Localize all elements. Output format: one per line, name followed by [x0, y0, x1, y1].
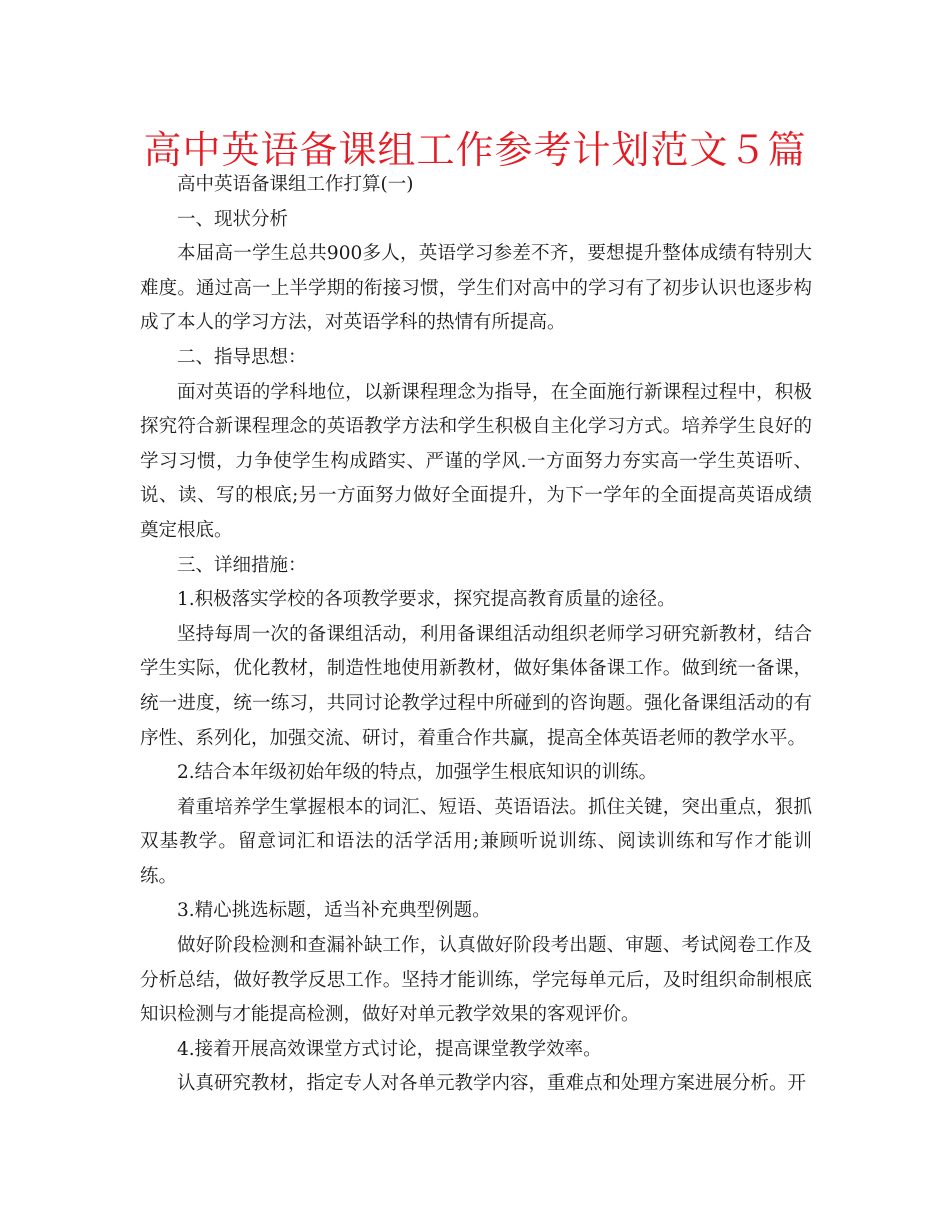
paragraph-measure-2: 着重培养学生掌握根本的词汇、短语、英语语法。抓住关键，突出重点，狠抓双基教学。留意词汇和语法的活学活用;兼顾听说训练、阅读训练和写作才能训练。 — [140, 796, 812, 887]
paragraph-current-situation: 本届高一学生总共900多人，英语学习参差不齐，要想提升整体成绩有特别大难度。通过高一上半学期的衔接习惯，学生们对高中的学习有了初步认识也逐步构成了本人的学习方法，对英语学科的热情有所提高。 — [140, 243, 812, 334]
document-body — [140, 168, 812, 1102]
measure-item-2: 2.结合本年级初始年级的特点，加强学生根底知识的训练。 — [177, 762, 658, 784]
heading-specific-measures: 三、详细措施： — [177, 554, 307, 576]
heading-guiding-ideas: 二、指导思想： — [177, 346, 307, 368]
measure-item-4: 4.接着开展高效课堂方式讨论，提高课堂教学效率。 — [177, 1038, 602, 1060]
measure-item-1: 1.积极落实学校的各项教学要求，探究提高教育质量的途径。 — [177, 589, 676, 611]
section-subtitle: 高中英语备课组工作打算(一) — [177, 174, 414, 195]
document-title: 高中英语备课组工作参考计划范文５篇 — [143, 128, 807, 172]
measure-item-3: 3.精心挑选标题，适当补充典型例题。 — [177, 900, 491, 922]
paragraph-measure-1: 坚持每周一次的备课组活动，利用备课组活动组织老师学习研究新教材，结合学生实际，优化教材，制造性地使用新教材，做好集体备课工作。做到统一备课，统一进度，统一练习，共同讨论教学过程中所碰到的咨询题。强化备课组活动的有序性、系列化，加强交流、研讨，着重合作共赢，提高全体英语老师的教学水平。 — [140, 623, 812, 749]
paragraph-guiding-ideas: 面对英语的学科地位，以新课程理念为指导，在全面施行新课程过程中，积极探究符合新课程理念的英语教学方法和学生积极自主化学习方式。培养学生良好的学习习惯，力争使学生构成踏实、严谨的学风.一方面努力夯实高一学生英语听、说、读、写的根底;另一方面努力做好全面提升，为下一学年的全面提高英语成绩奠定根底。 — [140, 381, 812, 541]
paragraph-measure-4: 认真研究教材，指定专人对各单元教学内容，重难点和处理方案进展分析。开 — [177, 1073, 807, 1095]
paragraph-measure-3: 做好阶段检测和查漏补缺工作，认真做好阶段考出题、审题、考试阅卷工作及分析总结，做好教学反思工作。坚持才能训练，学完每单元后，及时组织命制根底知识检测与才能提高检测，做好对单元教学效果的客观评价。 — [140, 935, 812, 1026]
heading-current-situation: 一、现状分析 — [177, 208, 289, 230]
